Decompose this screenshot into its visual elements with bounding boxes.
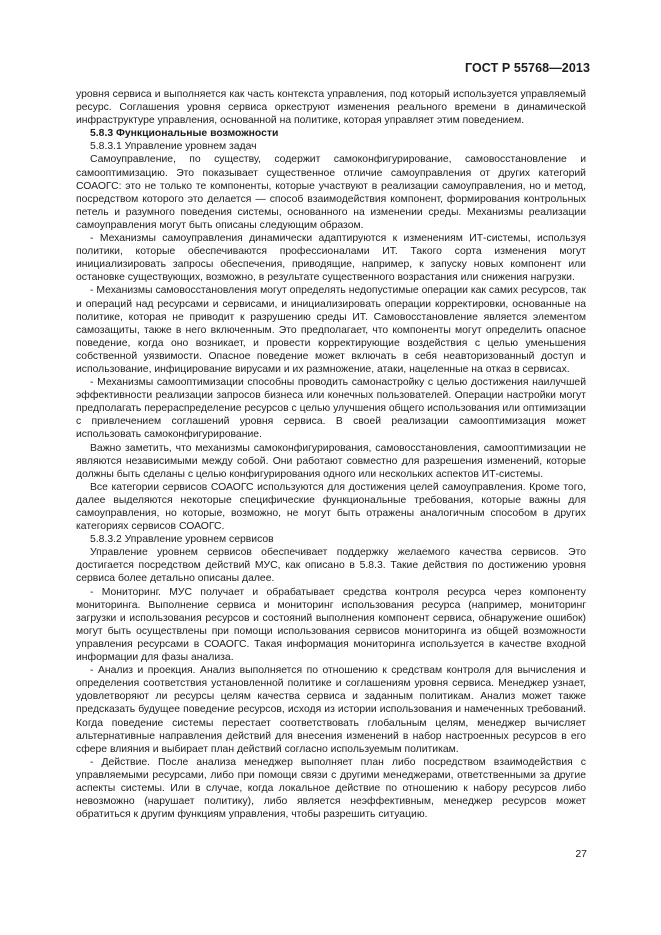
document-header: ГОСТ Р 55768—2013 [464, 61, 590, 75]
paragraph: Важно заметить, что механизмы самоконфигурирования, самовосстановления, самооптимизации не являются независимыми между собой. Они работают совместно для разрешения изменений, которые должны быть сделаны с целью конфигурирования одного или нескольких аспектов ИТ-системы. [76, 442, 586, 480]
page-body [76, 88, 586, 821]
list-item: - Мониторинг. МУС получает и обрабатывает средства контроля ресурса через компоненту мониторинга. Выполнение сервиса и мониторинг использования ресурса (например, мониторинг загрузки и использования ресурсов и состояний выполнения компонент сервиса, обнаружение ошибок) могут быть осуществлены при помощи использования сервисов мониторинга из общей возможности управления ресурсами в СОАОГС. Такая информация мониторинга используется в качестве входной информации для фазы анализа. [76, 586, 586, 664]
list-item: - Механизмы самооптимизации способны проводить самонастройку с целью достижения наилучшей эффективности реализации запросов бизнеса или конечных пользователей. Операции настройки могут предполагать перераспределение ресурсов с целью улучшения общего использования или оптимизации с привлечением соглашений уровня сервиса. В своей реализации самооптимизация может использовать самоконфигурирование. [76, 377, 586, 441]
list-item: - Механизмы самоуправления динамически адаптируются к изменениям ИТ-системы, используя политики, которые обеспечиваются профессионалами ИТ. Такого сорта изменения могут инициализировать запросы обеспечения, приводящие, например, к запуску новых компонент или остановке существующих, возможно, в результате существенного возрастания или снижения нагрузки. [76, 233, 586, 284]
subsection-heading-5-8-3-2: 5.8.3.2 Управление уровнем сервисов [90, 534, 274, 546]
list-item: - Анализ и проекция. Анализ выполняется по отношению к средствам контроля для вычисления и определения соответствия установленной политике и соглашениям уровня сервиса. Менеджер узнает, удовлетворяют ли ресурсы целям качества сервиса и заданным политикам. Анализ может также предсказать будущее поведение ресурсов, исходя из истории использования и намеченных требований. Когда поведение системы перестает соответствовать глобальным целям, менеджер вычисляет альтернативные направления действий для внесения изменений в набор настроенных ресурсов в его сфере влияния и выбирает план действий согласно используемым политикам. [76, 665, 586, 755]
subsection-heading-5-8-3-1: 5.8.3.1 Управление уровнем задач [90, 141, 257, 153]
paragraph: Самоуправление, по существу, содержит самоконфигурирование, самовосстановление и самооптимизацию. Это показывает существенное отличие самоуправления от других категорий СОАОГС: это не только те компоненты, которые участвуют в реализации самоуправления, но и метод, посредством которого это делается — способ взаимодействия компонент, формирования контрольных петель и разумного поведения системы, основанного на изменении среды. Механизмы реализации самоуправления могут быть описаны следующим образом. [76, 154, 586, 231]
list-item: - Действие. После анализа менеджер выполняет план либо посредством взаимодействия с управляемыми ресурсами, либо при помощи связи с другими менеджерами, ответственными за другие аспекты системы. Или в случае, когда локальное действие по отношению к набору ресурсов либо невозможно (нарушает политику), либо является неэффективным, менеджер ресурсов может обратиться к другим функциям управления, чтобы разрешить ситуацию. [76, 756, 586, 821]
paragraph-continuation: уровня сервиса и выполняется как часть контекста управления, под который используется управляемый ресурс. Соглашения уровня сервиса оркеструют изменения реального времени в динамической инфраструктуре управления, основанной на политике, которая управляет этим поведением. [76, 89, 586, 127]
page-number: 27 [575, 848, 587, 860]
paragraph: Все категории сервисов СОАОГС используются для достижения целей самоуправления. Кроме того, далее выделяются некоторые специфические функциональные требования, которые важны для самоуправления, но которые, возможно, не могут быть отражены аналогичным способом в других категориях сервисов СОАОГС. [76, 481, 586, 533]
section-heading-5-8-3: 5.8.3 Функциональные возможности [90, 128, 279, 140]
paragraph: Управление уровнем сервисов обеспечивает поддержку желаемого качества сервисов. Это достигается посредством действий МУС, как описано в 5.8.3. Такие действия по достижению уровня сервиса более детально описаны далее. [76, 547, 586, 585]
list-item: - Механизмы самовосстановления могут определять недопустимые операции как самих ресурсов, так и операций над ресурсами и сервисами, и инициализировать операции корректировки, основанные на политике, которая не приводит к разрушению среды ИТ. Самовосстановление является элементом самозащиты, также в него включенным. Это предполагает, что компоненты могут определить опасное поведение, когда оно возникает, и провести корректирующие воздействия с целью уменьшения собственной уязвимости. Опасное поведение может включать в себя неавторизованный доступ и использование, инфицирование вирусами и их размножение, атаки, нацеленные на отказ в сервисах. [76, 285, 586, 375]
